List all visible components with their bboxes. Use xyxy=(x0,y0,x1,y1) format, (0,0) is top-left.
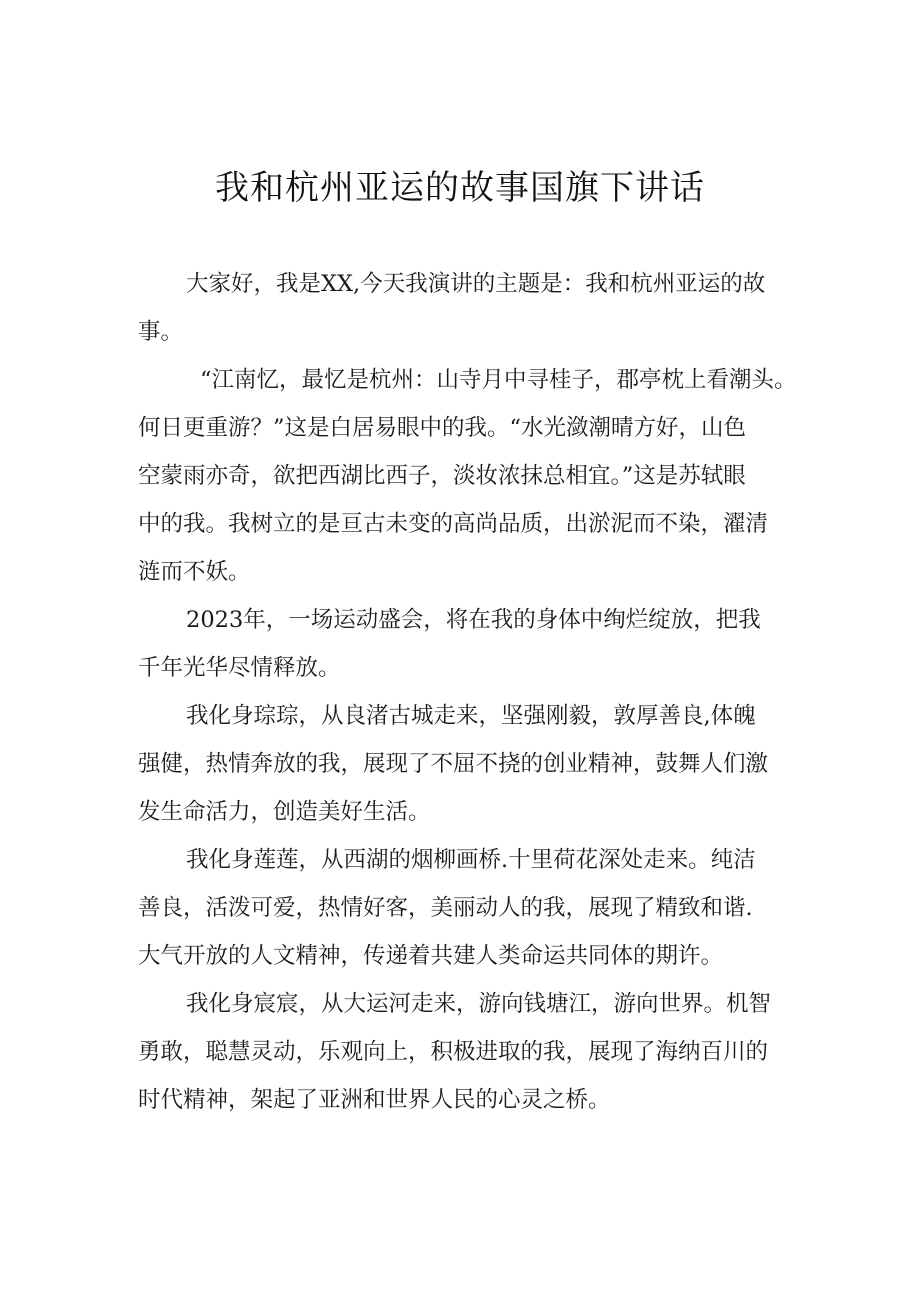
paragraph-line: 何日更重游？”这是白居易眼中的我。“水光潋潮晴方好，山色 xyxy=(138,415,747,441)
paragraph-4 xyxy=(138,692,798,836)
paragraph-line: 强健，热情奔放的我，展现了不屈不挠的创业精神，鼓舞人们激 xyxy=(138,751,769,777)
paragraph-line: 空蒙雨亦奇，欲把西湖比西子，淡妆浓抹总相宜。”这是苏轼眼 xyxy=(138,463,746,489)
paragraph-line: 涟而不妖。 xyxy=(138,559,251,585)
paragraph-line: 中的我。我树立的是亘古未变的高尚品质，出淤泥而不染，濯清 xyxy=(138,511,769,537)
paragraph-line: 我化身宸宸，从大运河走来，游向钱塘江，游向世界。机智 xyxy=(186,991,772,1017)
paragraph-3 xyxy=(138,596,798,692)
paragraph-line: 时代精神，架起了亚洲和世界人民的心灵之桥。 xyxy=(138,1087,611,1113)
paragraph-line: 大家好，我是XX,今天我演讲的主题是：我和杭州亚运的故 xyxy=(186,271,766,297)
paragraph-2 xyxy=(138,356,798,596)
paragraph-line: 2023年，一场运动盛会，将在我的身体中绚烂绽放，把我 xyxy=(186,607,761,633)
document-title: 我和杭州亚运的故事国旗下讲话 xyxy=(215,168,705,208)
paragraph-line: “江南忆，最忆是杭州：山寺月中寻桂子，郡亭枕上看潮头。 xyxy=(200,367,797,393)
paragraph-line: 发生命活力，创造美好生活。 xyxy=(138,799,431,825)
paragraph-line: 勇敢，聪慧灵动，乐观向上，积极进取的我，展现了海纳百川的 xyxy=(138,1039,769,1065)
paragraph-1 xyxy=(138,260,798,356)
paragraph-line: 我化身琮琮，从良渚古城走来，坚强刚毅，敦厚善良,体魄 xyxy=(186,703,756,729)
paragraph-5 xyxy=(138,836,798,980)
paragraph-line: 我化身莲莲，从西湖的烟柳画桥.十里荷花深处走来。纯洁 xyxy=(186,847,756,873)
paragraph-line: 千年光华尽情释放。 xyxy=(138,655,341,681)
paragraph-line: 善良，活泼可爱，热情好客，美丽动人的我，展现了精致和谐. xyxy=(138,895,753,921)
paragraph-6 xyxy=(138,980,798,1124)
paragraph-line: 大气开放的人文精神，传递着共建人类命运共同体的期许。 xyxy=(138,943,724,969)
paragraph-line: 事。 xyxy=(138,319,184,345)
